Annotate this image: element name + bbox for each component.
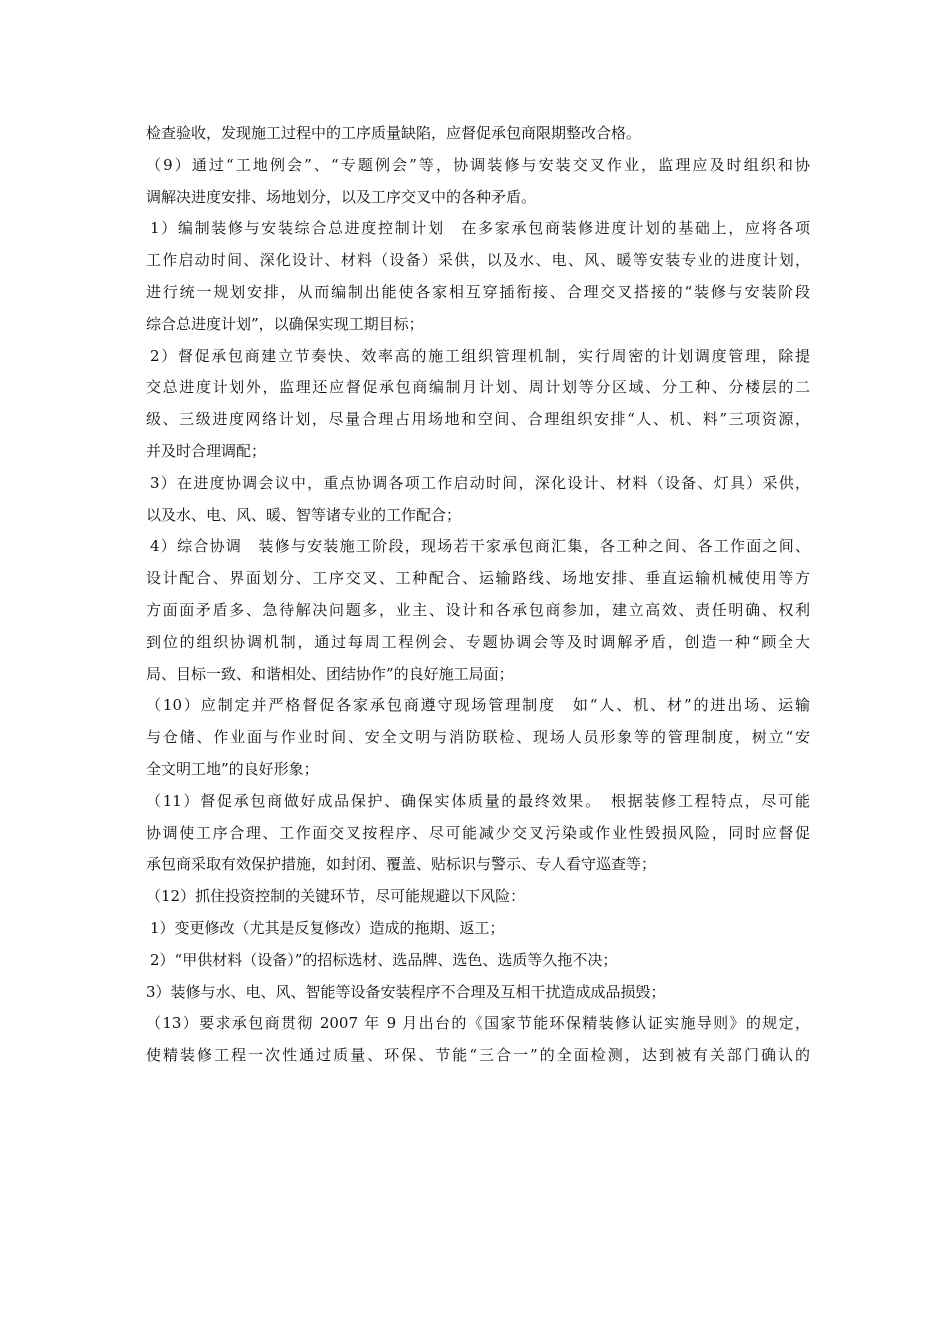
text-line: （13）要求承包商贯彻 2007 年 9 月出台的《国家节能环保精装修认证实施导则》的规定， (146, 1014, 810, 1033)
text-line: 3）在进度协调会议中，重点协调各项工作启动时间，深化设计、材料（设备、灯具）采供， (150, 473, 810, 492)
document-body (146, 118, 810, 1072)
text-line: 到位的组织协调机制，通过每周工程例会、专题协调会等及时调解矛盾，创造一种“顾全大 (146, 632, 810, 651)
text-line: （10）应制定并严格督促各家承包商遵守现场管理制度 如“人、机、材”的进出场、运输 (146, 696, 810, 715)
text-line: 交总进度计划外，监理还应督促承包商编制月计划、周计划等分区域、分工种、分楼层的二 (146, 378, 810, 397)
text-line: 工作启动时间、深化设计、材料（设备）采供，以及水、电、风、暖等安装专业的进度计划， (146, 251, 810, 270)
text-line: 综合总进度计划”，以确保实现工期目标； (146, 314, 424, 333)
text-line: （9）通过“工地例会”、“专题例会”等，协调装修与安装交叉作业，监理应及时组织和协 (146, 155, 810, 174)
text-line: 局、目标一致、和谐相处、团结协作”的良好施工局面； (146, 664, 514, 683)
text-line: 并及时合理调配； (146, 441, 267, 460)
text-line: 调解决进度安排、场地划分，以及工序交叉中的各种矛盾。 (146, 187, 537, 206)
text-line: 进行统一规划安排，从而编制出能使各家相互穿插衔接、合理交叉搭接的“装修与安装阶段 (146, 282, 810, 301)
text-line: 1）变更修改（尤其是反复修改）造成的拖期、返工； (150, 918, 505, 937)
text-line: 全文明工地”的良好形象； (146, 759, 319, 778)
text-line: 方面面矛盾多、急待解决问题多，业主、设计和各承包商参加，建立高效、责任明确、权利 (146, 600, 810, 619)
text-line: 3）装修与水、电、风、智能等设备安装程序不合理及互相干扰造成成品损毁； (146, 982, 666, 1001)
text-line: 使精装修工程一次性通过质量、环保、节能“三合一”的全面检测，达到被有关部门确认的 (146, 1046, 810, 1065)
text-line: 1）编制装修与安装综合总进度控制计划 在多家承包商装修进度计划的基础上，应将各项 (150, 219, 810, 238)
text-line: 4）综合协调 装修与安装施工阶段，现场若干家承包商汇集，各工种之间、各工作面之间、 (150, 537, 810, 556)
text-line: 设计配合、界面划分、工序交叉、工种配合、运输路线、场地安排、垂直运输机械使用等方 (146, 569, 810, 588)
text-line: 协调使工序合理、工作面交叉按程序、尽可能减少交叉污染或作业性毁损风险，同时应督促 (146, 823, 810, 842)
text-line: 2）“甲供材料（设备）”的招标选材、选品牌、选色、选质等久拖不决； (150, 950, 618, 969)
text-line: （12）抓住投资控制的关键环节，尽可能规避以下风险： (146, 887, 526, 906)
text-line: 级、三级进度网络计划，尽量合理占用场地和空间、合理组织安排“人、机、料”三项资源， (146, 410, 810, 429)
text-line: 承包商采取有效保护措施，如封闭、覆盖、贴标识与警示、专人看守巡查等； (146, 855, 657, 874)
text-line: （11）督促承包商做好成品保护、确保实体质量的最终效果。 根据装修工程特点，尽可能 (146, 791, 810, 810)
text-line: 与仓储、作业面与作业时间、安全文明与消防联检、现场人员形象等的管理制度，树立“安 (146, 728, 810, 747)
text-line: 以及水、电、风、暖、智等诸专业的工作配合； (146, 505, 462, 524)
text-line: 检查验收，发现施工过程中的工序质量缺陷，应督促承包商限期整改合格。 (146, 124, 642, 142)
text-line: 2）督促承包商建立节奏快、效率高的施工组织管理机制，实行周密的计划调度管理，除提 (150, 346, 810, 365)
